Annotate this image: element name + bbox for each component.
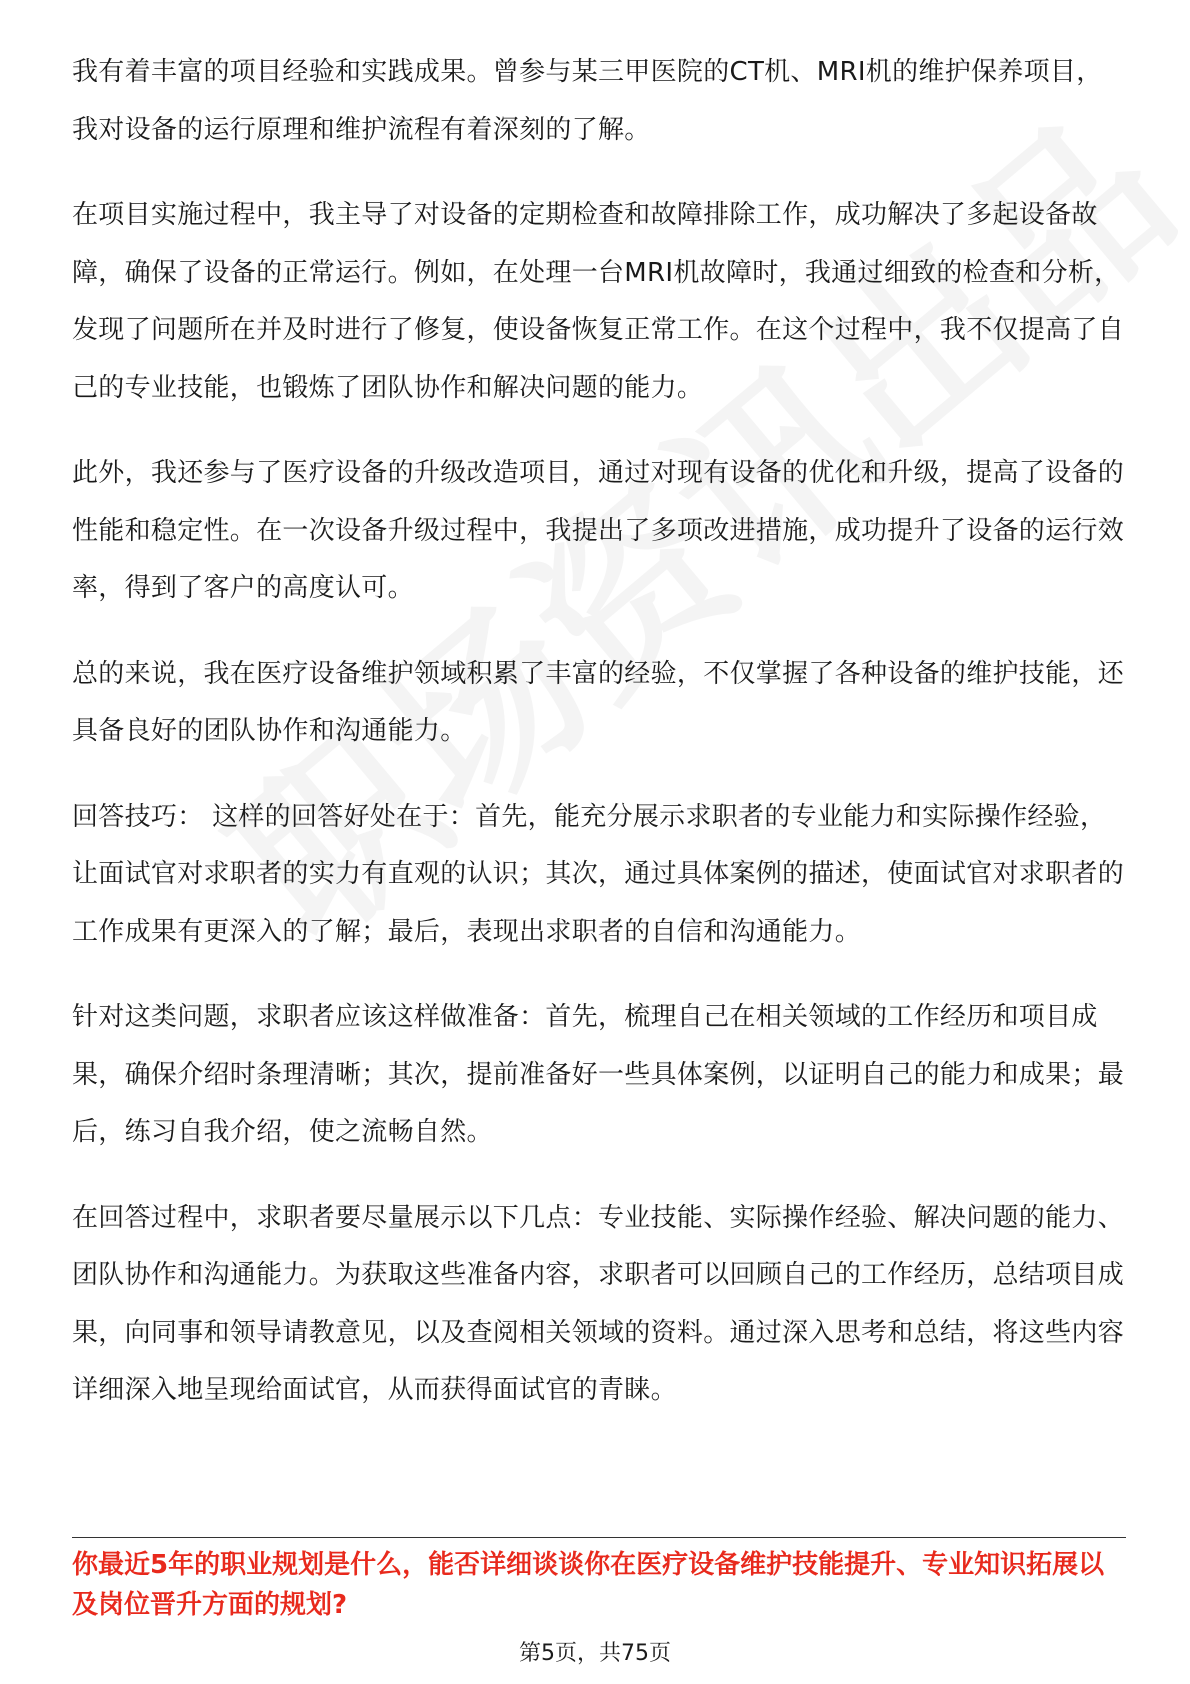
answer-body [72, 44, 1124, 1448]
next-question-heading: 你最近5年的职业规划是什么，能否详细谈谈你在医疗设备维护技能提升、专业知识拓展以及岗位晋升方面的规划? [72, 1550, 1105, 1620]
paragraph-preparation: 针对这类问题，求职者应该这样做准备：首先，梳理自己在相关领域的工作经历和项目成果，确保介绍时条理清晰；其次，提前准备好一些具体案例，以证明自己的能力和成果；最后，练习自我介绍，使之流畅自然。 [72, 1002, 1125, 1147]
paragraph-summary: 总的来说，我在医疗设备维护领域积累了丰富的经验，不仅掌握了各种设备的维护技能，还具备良好的团队协作和沟通能力。 [72, 658, 1125, 746]
section-divider [72, 1537, 1126, 1538]
paragraph-implementation: 在项目实施过程中，我主导了对设备的定期检查和故障排除工作，成功解决了多起设备故障，确保了设备的正常运行。例如，在处理一台MRI机故障时，我通过细致的检查和分析，发现了问题所在并及时进行了修复，使设备恢复正常工作。在这个过程中，我不仅提高了自己的专业技能，也锻炼了团队协作和解决问题的能力。 [72, 200, 1125, 403]
paragraph-upgrade: 此外，我还参与了医疗设备的升级改造项目，通过对现有设备的优化和升级，提高了设备的性能和稳定性。在一次设备升级过程中，我提出了多项改进措施，成功提升了设备的运行效率，得到了客户的高度认可。 [72, 458, 1125, 603]
page-number: 第5页，共75页 [519, 1641, 671, 1666]
paragraph-answer-tips: 回答技巧： 这样的回答好处在于：首先，能充分展示求职者的专业能力和实际操作经验，让面试官对求职者的实力有直观的认识；其次，通过具体案例的描述，使面试官对求职者的工作成果有更深入的了解；最后，表现出求职者的自信和沟通能力。 [72, 801, 1125, 947]
paragraph-experience: 我有着丰富的项目经验和实践成果。曾参与某三甲医院的CT机、MRI机的维护保养项目，我对设备的运行原理和维护流程有着深刻的了解。 [72, 57, 1103, 145]
paragraph-answer-process: 在回答过程中，求职者要尽量展示以下几点：专业技能、实际操作经验、解决问题的能力、团队协作和沟通能力。为获取这些准备内容，求职者可以回顾自己的工作经历，总结项目成果，向同事和领导请教意见，以及查阅相关领域的资料。通过深入思考和总结，将这些内容详细深入地呈现给面试官，从而获得面试官的青睐。 [72, 1202, 1125, 1405]
